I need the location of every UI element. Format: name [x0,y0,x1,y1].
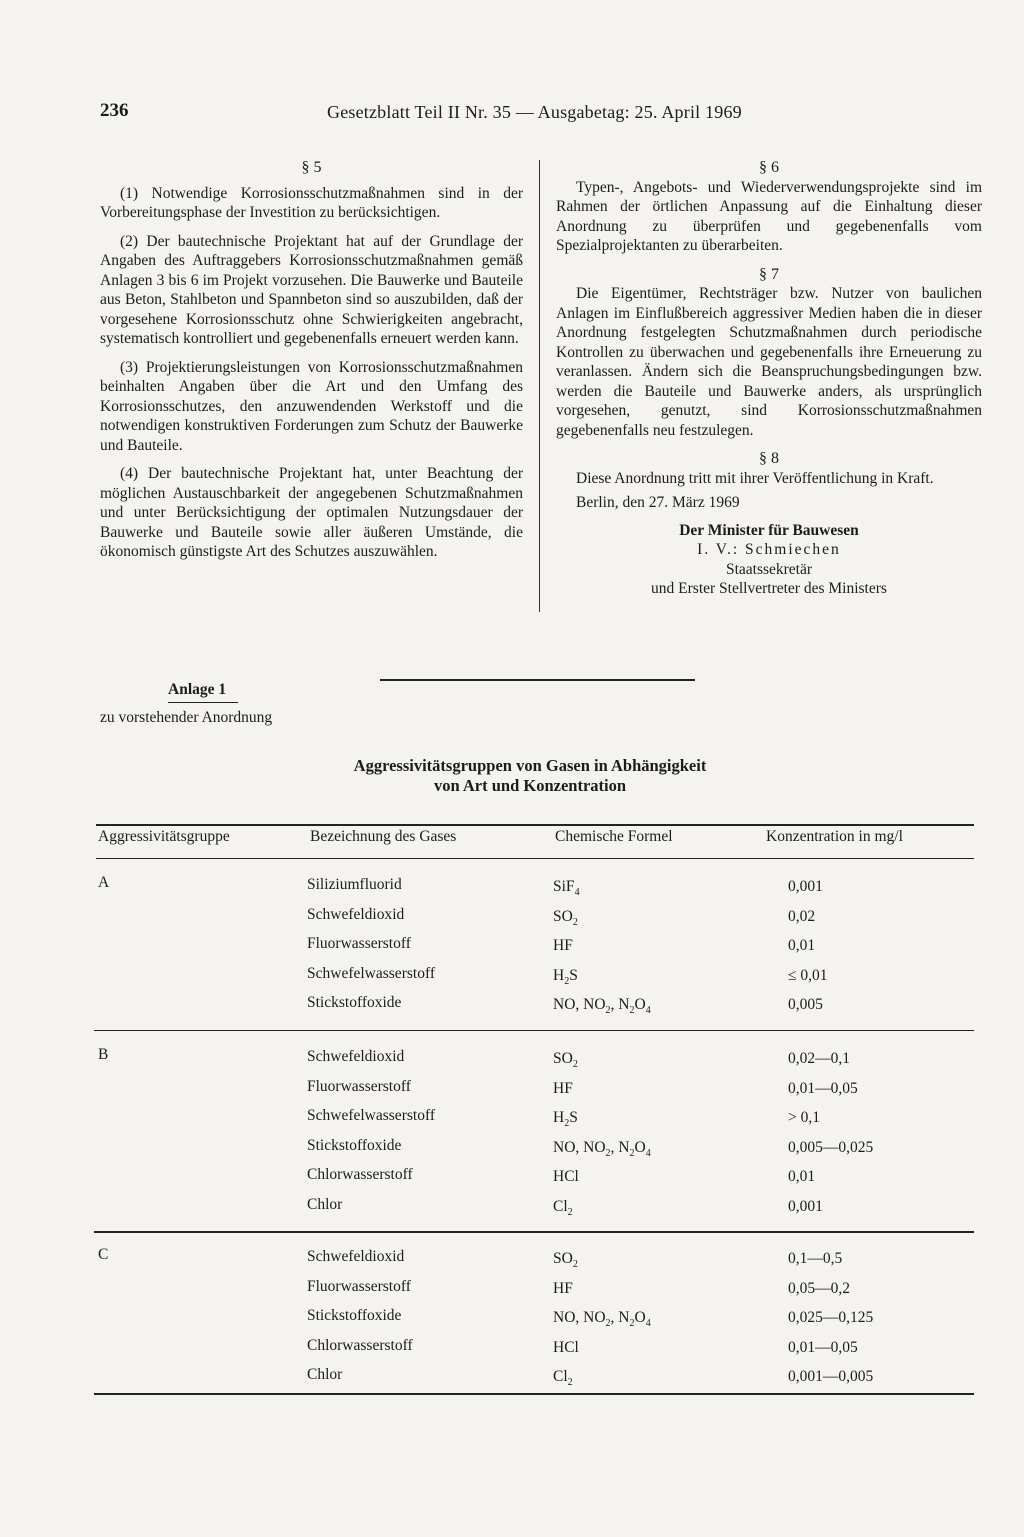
header-formula: Chemische Formel [555,828,673,845]
page-header [100,100,980,132]
gas-name: Fluorwasserstoff [307,1077,411,1095]
concentration: 0,001 [788,878,823,895]
concentration: 0,01 [788,937,816,954]
right-column [556,158,982,599]
chemical-formula: $H_2S$ [553,966,578,987]
section-8-title: § 8 [759,450,779,467]
left-column [100,158,523,562]
chemical-formula: HCl [553,1338,579,1356]
gas-name: Chlor [307,1195,343,1213]
group-separator-rule [94,1030,974,1032]
gas-name: Schwefeldioxid [307,905,405,923]
signature-role-2: und Erster Stellvertreter des Ministers [651,580,887,597]
gas-name: Chlorwasserstoff [307,1166,413,1183]
concentration: ≤ 0,01 [788,966,828,984]
chemical-formula: HF [553,1279,573,1297]
concentration: 0,1—0,5 [788,1250,843,1267]
page-number: 236 [100,100,129,121]
s5-paragraph-1: (1) Notwendige Korrosionsschutzmaßnahmen sind in der Vorbereitungsphase der Investition zu berücksichtigen. [100,184,523,221]
column-divider [539,160,540,612]
group-label: A [98,874,110,891]
chemical-formula: $Cl_2$ [553,1368,573,1389]
gas-name: Chlor [307,1366,343,1383]
group-label: B [98,1046,109,1063]
header-concentration: Konzentration in mg/l [766,828,903,845]
gas-name: Schwefelwasserstoff [307,1107,435,1124]
table-title [250,756,810,796]
chemical-formula: $SO_2$ [553,907,578,928]
gas-name: Schwefelwasserstoff [307,964,435,982]
s7-text: Die Eigentümer, Rechtsträger bzw. Nutzer von baulichen Anlagen im Einflußbereich aggressiver Medien haben die in dieser Anordnung festgelegten Schutzmaßnahmen durch periodische Kontrollen zu überwachen und gegebenenfalls ihre Erneuerung zu veranlassen. Ändern sich die Beanspruchungsbedingungen bzw. werden die Bauteile und Bauwerke anders, als ursprünglich vorgesehen, genutzt, sind Korrosionsschutzmaßnahmen gegebenenfalls neu festzulegen. [556,285,982,439]
concentration: 0,02 [788,907,816,925]
running-head: Gesetzblatt Teil II Nr. 35 — Ausgabetag: 25. April 1969 [327,102,742,122]
concentration: 0,001 [788,1197,823,1215]
concentration: 0,005 [788,996,823,1013]
header-gas: Bezeichnung des Gases [310,828,457,845]
header-group: Aggressivitätsgruppe [98,828,230,845]
signature-title: Der Minister für Bauwesen [679,521,859,539]
concentration: 0,005—0,025 [788,1138,874,1156]
group-separator-rule [94,1393,974,1395]
table-title-line-1: Aggressivitätsgruppen von Gasen in Abhängigkeit [353,756,707,775]
chemical-formula: $H_2S$ [553,1109,578,1130]
s8-text: Diese Anordnung tritt mit ihrer Veröffentlichung in Kraft. [576,469,934,487]
gas-name: Chlorwasserstoff [307,1336,413,1354]
s5-paragraph-2: (2) Der bautechnische Projektant hat auf der Grundlage der Angaben des Auftraggebers Korrosionsschutzmaßnahmen gemäß Anlagen 3 bis 6 im Projekt vorzusehen. Die Bauwerke und Bauteile aus Beton, Stahlbeton und Spannbeton sind so auszubilden, daß der vorgesehene Korrosionsschutz ohne Schwierigkeiten angebracht, systematisch kontrolliert und gegebenenfalls erneuert werden kann. [100,232,523,347]
section-separator [380,679,695,681]
table-top-rule [96,824,974,826]
concentration: 0,01—0,05 [788,1338,858,1356]
signature-role-1: Staatssekretär [725,560,813,578]
chemical-formula: $SO_2$ [553,1050,578,1071]
appendix-label-underline [168,702,238,703]
s5-paragraph-3: (3) Projektierungsleistungen von Korrosionsschutzmaßnahmen beinhalten Angaben über die Art und den Umfang des Korrosionsschutzes, den anzuwendenden Werkstoff und die notwendigen konstruktiven Forderungen zum Schutz der Bauwerke und Bauteile. [100,358,523,454]
gas-name: Stickstoffoxide [307,1136,402,1154]
gas-name: Siliziumfluorid [307,876,402,893]
concentration: > 0,1 [788,1109,820,1126]
table-header-rule [96,858,974,859]
date-line: Berlin, den 27. März 1969 [576,494,740,511]
chemical-formula: $SO_2$ [553,1250,578,1271]
concentration: 0,001—0,005 [788,1368,874,1385]
gas-name: Fluorwasserstoff [307,935,411,952]
chemical-formula: SiF$_4$ [553,878,580,899]
section-5-title: § 5 [301,159,322,176]
concentration: 0,02—0,1 [788,1050,850,1067]
table-title-line-2: von Art und Konzentration [433,776,627,795]
gas-name: Stickstoffoxide [307,994,402,1011]
section-6-title: § 6 [759,159,779,176]
gas-name: Stickstoffoxide [307,1307,402,1324]
chemical-formula: HCl [553,1168,579,1185]
group-separator-rule [94,1231,974,1233]
gas-name: Schwefeldioxid [307,1248,405,1265]
section-7-title: § 7 [759,265,779,283]
signature-name: I. V.: Schmiechen [697,541,841,558]
chemical-formula: NO, $NO_2$, $N_2O_4$ [553,996,651,1017]
signature-block [556,521,982,599]
appendix-label: Anlage 1 [168,681,227,698]
gas-name: Schwefeldioxid [307,1048,405,1065]
appendix-sublabel: zu vorstehender Anordnung [100,709,273,726]
gas-name: Fluorwasserstoff [307,1277,411,1295]
group-label: C [98,1246,109,1263]
concentration: 0,05—0,2 [788,1279,850,1297]
chemical-formula: NO, $NO_2$, $N_2O_4$ [553,1309,651,1330]
chemical-formula: HF [553,1079,573,1097]
concentration: 0,025—0,125 [788,1309,874,1326]
chemical-formula: HF [553,937,573,954]
s5-paragraph-4: (4) Der bautechnische Projektant hat, unter Beachtung der möglichen Austauschbarkeit der angegebenen Schutzmaßnahmen und unter Berücksichtigung der optimalen Nutzungsdauer der Bauwerke und Bauteile sowie aller äußeren Umstände, die ökonomisch günstigste Art des Schutzes auszuwählen. [100,465,523,560]
chemical-formula: $Cl_2$ [553,1197,573,1218]
chemical-formula: NO, $NO_2$, $N_2O_4$ [553,1138,651,1159]
s6-text: Typen-, Angebots- und Wiederverwendungsprojekte sind im Rahmen der örtlichen Anpassung auf die Einhaltung dieser Anordnung zu überprüfen und gegebenenfalls vom Spezialprojektanten zu überarbeiten. [556,178,982,254]
concentration: 0,01—0,05 [788,1079,858,1097]
concentration: 0,01 [788,1168,816,1185]
